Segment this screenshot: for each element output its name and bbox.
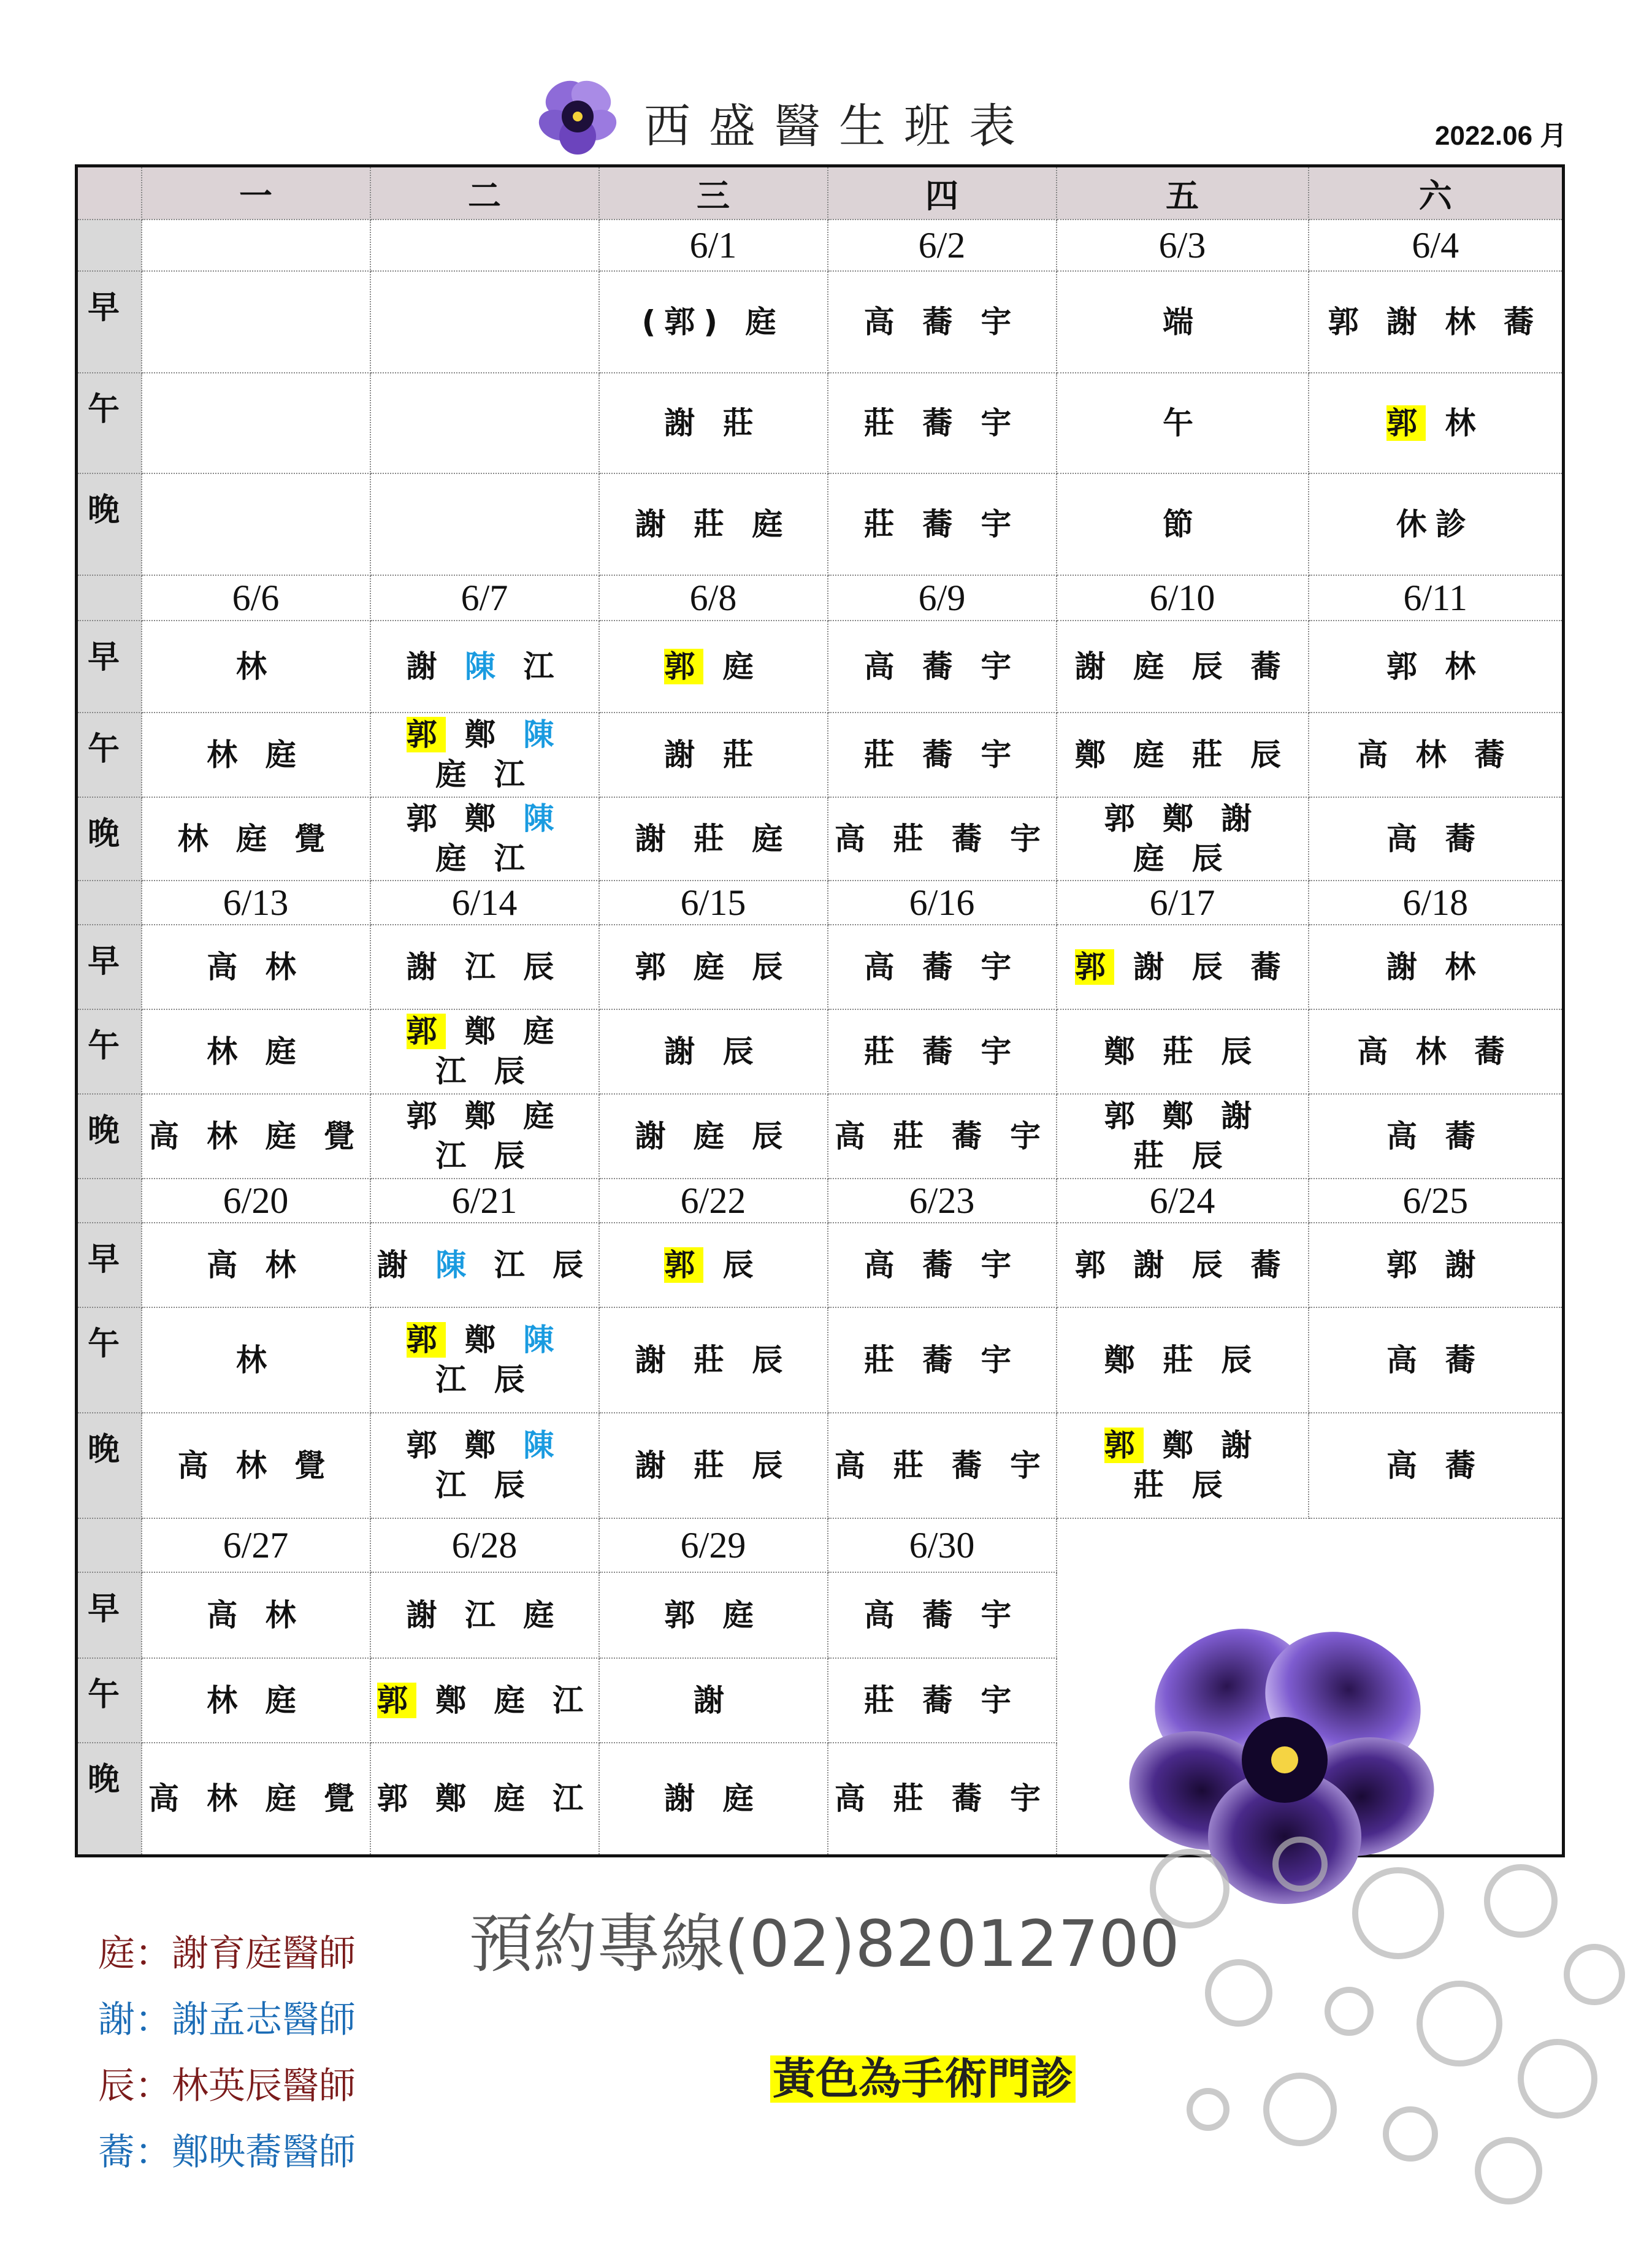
schedule-cell	[370, 797, 599, 881]
doctor-names: 江 辰	[475, 1247, 592, 1283]
schedule-cell	[828, 1009, 1057, 1094]
session-label: 早	[77, 925, 142, 1009]
legend-name: 謝孟志醫師	[172, 1998, 356, 2041]
doctor-names: 謝 莊	[664, 736, 762, 773]
doctor-names: 節	[1163, 506, 1202, 542]
schedule-cell	[828, 621, 1057, 713]
doctor-names: 謝 庭	[664, 1780, 762, 1816]
schedule-cell	[1057, 621, 1309, 713]
doctor-names: 高 林 庭 覺	[148, 1118, 364, 1154]
date-cell: 6/6	[142, 575, 370, 621]
doctor-names: 高 莊 蕎 宇	[834, 1780, 1050, 1816]
doctor-names: 庭 江	[435, 841, 533, 876]
legend-sep: ：	[135, 1998, 172, 2041]
schedule-cell	[1057, 271, 1309, 373]
doctor-names: 林	[1426, 405, 1485, 441]
doctor-names: 郭 鄭 庭 江	[377, 1780, 592, 1816]
doctor-names: 郭 鄭	[406, 1428, 524, 1463]
session-row-afternoon	[77, 1307, 1564, 1413]
schedule-cell	[828, 1223, 1057, 1307]
date-cell: 6/16	[828, 881, 1057, 925]
doctor-names: 高 蕎	[1386, 820, 1485, 857]
doctor-names: 江 辰	[435, 1467, 533, 1503]
date-cell: 6/29	[599, 1518, 828, 1572]
schedule-cell	[1309, 713, 1564, 797]
schedule-cell	[142, 271, 370, 373]
session-label: 晚	[77, 473, 142, 575]
date-cell: 6/18	[1309, 881, 1564, 925]
doctor-names: 高 林 蕎	[1357, 1033, 1514, 1069]
doctor-names: 陳	[523, 801, 563, 836]
schedule-cell	[142, 797, 370, 881]
doctor-names: 庭 辰	[1133, 841, 1231, 876]
schedule-cell	[142, 1572, 370, 1658]
date-row-side	[77, 1179, 142, 1223]
doctor-names: 謝 庭 辰	[635, 1118, 792, 1154]
schedule-cell	[142, 1094, 370, 1179]
date-row	[77, 575, 1564, 621]
page-title: 西盛醫生班表	[644, 99, 1034, 153]
date-cell: 6/24	[1057, 1179, 1309, 1223]
doctor-names: 休診	[1396, 506, 1475, 542]
surgery-doctor-name: 郭	[664, 1247, 704, 1283]
doctor-names: 辰	[703, 1247, 762, 1283]
date-cell: 6/27	[142, 1518, 370, 1572]
schedule-cell	[1057, 1413, 1309, 1518]
date-cell	[370, 220, 599, 271]
surgery-doctor-name: 郭	[406, 1014, 446, 1049]
schedule-cell	[1309, 925, 1564, 1009]
header-corner	[77, 166, 142, 220]
date-cell: 6/10	[1057, 575, 1309, 621]
schedule-cell	[599, 1658, 828, 1743]
session-label: 午	[77, 1307, 142, 1413]
schedule-cell	[370, 925, 599, 1009]
doctor-names: 陳	[523, 1322, 563, 1358]
doctor-names: 高 蕎	[1386, 1118, 1485, 1154]
doctor-names: 陳	[465, 648, 504, 684]
schedule-cell	[599, 373, 828, 473]
session-row-evening	[77, 1094, 1564, 1179]
doctor-names: 莊 蕎 宇	[863, 506, 1020, 542]
legend-sep: ：	[135, 1932, 172, 1975]
doctor-names: 江 辰	[435, 1362, 533, 1397]
surgery-doctor-name: 郭	[1104, 1428, 1144, 1463]
session-row-morning	[77, 925, 1564, 1009]
doctor-names: 謝 辰 蕎	[1114, 949, 1290, 985]
schedule-cell	[142, 713, 370, 797]
schedule-cell	[828, 373, 1057, 473]
schedule-cell	[142, 1658, 370, 1743]
doctor-names: 端	[1163, 304, 1202, 340]
doctor-names: 莊 蕎 宇	[863, 1033, 1020, 1069]
doctor-names: 謝 莊 庭	[635, 506, 792, 542]
doctor-names: 林 庭 覺	[177, 820, 334, 857]
doctor-names: 謝	[694, 1682, 733, 1718]
date-cell: 6/1	[599, 220, 828, 271]
schedule-cell	[142, 1009, 370, 1094]
doctor-names: 郭 謝	[1386, 1247, 1485, 1283]
doctor-names: (郭) 庭	[641, 304, 785, 340]
date-cell	[142, 220, 370, 271]
doctor-names: 鄭	[445, 1322, 524, 1358]
doctor-names: 林 庭	[207, 1682, 305, 1718]
schedule-cell	[599, 271, 828, 373]
schedule-cell	[1057, 1223, 1309, 1307]
date-cell: 6/28	[370, 1518, 599, 1572]
doctor-names: 陳	[523, 1428, 563, 1463]
doctor-names: 莊 蕎 宇	[863, 1682, 1020, 1718]
doctor-names: 莊 蕎 宇	[863, 1342, 1020, 1378]
schedule-cell	[828, 1572, 1057, 1658]
doctor-names: 庭	[703, 648, 762, 684]
doctor-names: 高 蕎 宇	[863, 1247, 1020, 1283]
session-row-afternoon	[77, 1009, 1564, 1094]
session-label: 晚	[77, 797, 142, 881]
schedule-cell	[1057, 713, 1309, 797]
doctor-names: 謝	[406, 648, 465, 684]
schedule-cell	[370, 1413, 599, 1518]
date-cell: 6/9	[828, 575, 1057, 621]
date-row-side	[77, 1518, 142, 1572]
weekday-sat: 六	[1309, 166, 1564, 220]
pansy-flower-icon	[535, 69, 621, 161]
schedule-cell	[828, 271, 1057, 373]
schedule-cell	[599, 797, 828, 881]
schedule-cell	[1309, 1094, 1564, 1179]
doctor-names: 高 林	[207, 1597, 305, 1633]
date-cell: 6/17	[1057, 881, 1309, 925]
legend-sep: ：	[135, 2131, 172, 2174]
doctor-names: 謝 江 辰	[406, 949, 563, 985]
schedule-cell	[370, 271, 599, 373]
session-row-evening	[77, 1413, 1564, 1518]
date-row	[77, 220, 1564, 271]
date-cell: 6/15	[599, 881, 828, 925]
schedule-cell	[1057, 797, 1309, 881]
schedule-cell	[142, 1223, 370, 1307]
session-row-afternoon	[77, 713, 1564, 797]
doctor-names: 林 庭	[207, 736, 305, 773]
schedule-cell	[370, 1743, 599, 1856]
doctor-names: 莊 蕎 宇	[863, 405, 1020, 441]
doctor-names: 高 林 蕎	[1357, 736, 1514, 773]
doctor-names: 高 蕎 宇	[863, 304, 1020, 340]
doctor-names: 高 蕎	[1386, 1342, 1485, 1378]
legend-item-ting	[98, 1932, 356, 1975]
doctor-names: 林	[236, 1342, 275, 1378]
date-row	[77, 881, 1564, 925]
session-label: 晚	[77, 1413, 142, 1518]
doctor-names: 鄭 庭 莊 辰	[1074, 736, 1290, 773]
doctor-names: 鄭 庭 江	[416, 1682, 592, 1718]
bubbles-decoration	[1116, 1791, 1643, 2220]
session-row-morning	[77, 621, 1564, 713]
doctor-names: 郭 鄭 謝	[1104, 801, 1261, 836]
doctor-names: 莊 辰	[1133, 1467, 1231, 1503]
doctor-names: 謝 莊	[664, 405, 762, 441]
doctor-names: 高 林 覺	[177, 1447, 334, 1483]
session-row-evening	[77, 473, 1564, 575]
weekday-wed: 三	[599, 166, 828, 220]
schedule-cell	[142, 473, 370, 575]
doctor-names: 高 蕎	[1386, 1447, 1485, 1483]
doctor-names: 高 莊 蕎 宇	[834, 1118, 1050, 1154]
schedule-cell	[599, 1743, 828, 1856]
legend-sep: ：	[135, 2065, 172, 2108]
date-row	[77, 1179, 1564, 1223]
schedule-cell	[1309, 373, 1564, 473]
date-cell: 6/11	[1309, 575, 1564, 621]
weekday-fri: 五	[1057, 166, 1309, 220]
date-row-side	[77, 220, 142, 271]
schedule-cell	[1309, 1223, 1564, 1307]
schedule-cell	[142, 621, 370, 713]
doctor-names: 謝 莊 庭	[635, 820, 792, 857]
date-cell: 6/20	[142, 1179, 370, 1223]
date-row	[77, 1518, 1564, 1572]
date-cell: 6/25	[1309, 1179, 1564, 1223]
schedule-cell	[142, 1307, 370, 1413]
schedule-cell	[599, 713, 828, 797]
doctor-names: 郭 庭	[664, 1597, 762, 1633]
schedule-cell	[599, 473, 828, 575]
schedule-cell	[1057, 1307, 1309, 1413]
schedule-cell	[828, 1658, 1057, 1743]
session-label: 午	[77, 713, 142, 797]
schedule-cell	[1309, 797, 1564, 881]
doctor-names: 鄭	[445, 717, 524, 752]
session-label: 午	[77, 1009, 142, 1094]
doctor-names: 陳	[435, 1247, 475, 1283]
surgery-doctor-name: 郭	[664, 648, 704, 684]
date-cell: 6/14	[370, 881, 599, 925]
schedule-cell	[599, 1009, 828, 1094]
weekday-header-row	[77, 166, 1564, 220]
doctor-names: 郭 謝 林 蕎	[1328, 304, 1543, 340]
schedule-cell	[599, 1413, 828, 1518]
legend-item-qiao	[98, 2131, 356, 2174]
schedule-cell	[142, 925, 370, 1009]
legend-abbr: 庭	[98, 1932, 135, 1975]
schedule-cell	[599, 1094, 828, 1179]
date-cell: 6/21	[370, 1179, 599, 1223]
weekday-mon: 一	[142, 166, 370, 220]
doctor-names: 莊 蕎 宇	[863, 736, 1020, 773]
schedule-cell	[1309, 1413, 1564, 1518]
schedule-cell	[1057, 373, 1309, 473]
schedule-cell	[599, 621, 828, 713]
doctor-names: 高 莊 蕎 宇	[834, 1447, 1050, 1483]
doctor-names: 郭 謝 辰 蕎	[1074, 1247, 1290, 1283]
doctor-names: 鄭 庭	[445, 1014, 563, 1049]
date-cell: 6/3	[1057, 220, 1309, 271]
doctor-names: 高 蕎 宇	[863, 648, 1020, 684]
doctor-names: 謝 林	[1386, 949, 1485, 985]
schedule-cell	[828, 1413, 1057, 1518]
schedule-cell	[1057, 473, 1309, 575]
date-cell: 6/2	[828, 220, 1057, 271]
doctor-names: 鄭 莊 辰	[1104, 1033, 1261, 1069]
doctor-names: 高 蕎 宇	[863, 1597, 1020, 1633]
schedule-cell	[1057, 1094, 1309, 1179]
doctor-names: 江 辰	[435, 1053, 533, 1089]
session-label: 早	[77, 1223, 142, 1307]
schedule-cell	[828, 713, 1057, 797]
schedule-cell	[142, 373, 370, 473]
schedule-cell	[599, 1307, 828, 1413]
empty-area	[1057, 1518, 1309, 1572]
schedule-cell	[370, 473, 599, 575]
doctor-names: 午	[1163, 405, 1202, 441]
date-cell: 6/13	[142, 881, 370, 925]
surgery-doctor-name: 郭	[406, 1322, 446, 1358]
doctor-names: 高 蕎 宇	[863, 949, 1020, 985]
doctor-names: 林	[236, 648, 275, 684]
schedule-cell	[828, 925, 1057, 1009]
session-label: 晚	[77, 1094, 142, 1179]
schedule-cell	[1309, 1009, 1564, 1094]
legend-abbr: 辰	[98, 2065, 135, 2108]
legend-item-xie	[98, 1998, 356, 2041]
doctor-names: 高 林	[207, 1247, 305, 1283]
doctor-names: 陳	[523, 717, 563, 752]
schedule-cell	[828, 1094, 1057, 1179]
schedule-cell	[370, 373, 599, 473]
date-cell: 6/8	[599, 575, 828, 621]
schedule-cell	[370, 1658, 599, 1743]
weekday-tue: 二	[370, 166, 599, 220]
legend-name: 林英辰醫師	[172, 2065, 356, 2108]
doctor-names: 郭 林	[1386, 648, 1485, 684]
legend-abbr: 謝	[98, 1998, 135, 2041]
weekday-thu: 四	[828, 166, 1057, 220]
date-cell: 6/4	[1309, 220, 1564, 271]
schedule-cell	[370, 1307, 599, 1413]
schedule-cell	[370, 1094, 599, 1179]
schedule-cell	[599, 1572, 828, 1658]
session-label: 午	[77, 1658, 142, 1743]
doctor-names: 江	[504, 648, 563, 684]
schedule-cell	[828, 473, 1057, 575]
legend-item-chen	[98, 2065, 356, 2108]
doctor-names: 謝 莊 辰	[635, 1447, 792, 1483]
schedule-cell	[370, 1223, 599, 1307]
doctor-names: 謝 江 庭	[406, 1597, 563, 1633]
schedule-cell	[370, 1009, 599, 1094]
doctor-names: 郭 鄭 庭	[406, 1098, 563, 1134]
empty-area	[1309, 1518, 1564, 1572]
legend-name: 鄭映蕎醫師	[172, 2131, 356, 2174]
doctor-names: 庭 江	[435, 757, 533, 792]
doctor-names: 謝 庭 辰 蕎	[1074, 648, 1290, 684]
doctor-names: 林 庭	[207, 1033, 305, 1069]
appointment-hotline: 預約專線(02)82012700	[469, 1906, 1180, 1981]
session-label: 早	[77, 1572, 142, 1658]
surgery-doctor-name: 郭	[1386, 405, 1426, 441]
date-cell: 6/7	[370, 575, 599, 621]
doctor-names: 謝 莊 辰	[635, 1342, 792, 1378]
schedule-cell	[599, 1223, 828, 1307]
schedule-cell	[370, 621, 599, 713]
surgery-doctor-name: 郭	[1074, 949, 1114, 985]
doctor-names: 郭 鄭 謝	[1104, 1098, 1261, 1134]
schedule-cell	[1309, 1307, 1564, 1413]
doctor-names: 謝	[377, 1247, 436, 1283]
schedule-cell	[828, 797, 1057, 881]
schedule-cell	[828, 1307, 1057, 1413]
schedule-cell	[828, 1743, 1057, 1856]
doctor-names: 郭 庭 辰	[635, 949, 792, 985]
schedule-cell	[1309, 271, 1564, 373]
schedule-cell	[142, 1743, 370, 1856]
schedule-cell	[599, 925, 828, 1009]
session-row-afternoon	[77, 373, 1564, 473]
session-row-morning	[77, 271, 1564, 373]
date-row-side	[77, 575, 142, 621]
session-label: 早	[77, 621, 142, 713]
doctor-names: 高 莊 蕎 宇	[834, 820, 1050, 857]
date-cell: 6/22	[599, 1179, 828, 1223]
schedule-cell	[370, 713, 599, 797]
surgery-doctor-name: 郭	[406, 717, 446, 752]
schedule-cell	[142, 1413, 370, 1518]
schedule-cell	[1057, 925, 1309, 1009]
doctor-names: 高 林	[207, 949, 305, 985]
schedule-cell	[1057, 1009, 1309, 1094]
date-row-side	[77, 881, 142, 925]
schedule-month: 2022.06 月	[1435, 121, 1567, 151]
schedule-cell	[1309, 473, 1564, 575]
session-row-evening	[77, 797, 1564, 881]
doctor-names: 鄭 莊 辰	[1104, 1342, 1261, 1378]
session-row-morning	[77, 1223, 1564, 1307]
session-label: 晚	[77, 1743, 142, 1856]
doctor-names: 鄭 謝	[1143, 1428, 1261, 1463]
doctor-names: 高 林 庭 覺	[148, 1780, 364, 1816]
surgery-clinic-note: 黃色為手術門診	[770, 2055, 1076, 2103]
doctor-names: 郭 鄭	[406, 801, 524, 836]
date-cell: 6/23	[828, 1179, 1057, 1223]
doctor-names: 莊 辰	[1133, 1138, 1231, 1174]
schedule-cell	[1309, 621, 1564, 713]
session-label: 早	[77, 271, 142, 373]
legend-abbr: 蕎	[98, 2131, 135, 2174]
session-label: 午	[77, 373, 142, 473]
date-cell: 6/30	[828, 1518, 1057, 1572]
schedule-cell	[370, 1572, 599, 1658]
doctor-names: 江 辰	[435, 1138, 533, 1174]
doctor-names: 謝 辰	[664, 1033, 762, 1069]
surgery-doctor-name: 郭	[377, 1682, 416, 1718]
legend-name: 謝育庭醫師	[172, 1932, 356, 1975]
